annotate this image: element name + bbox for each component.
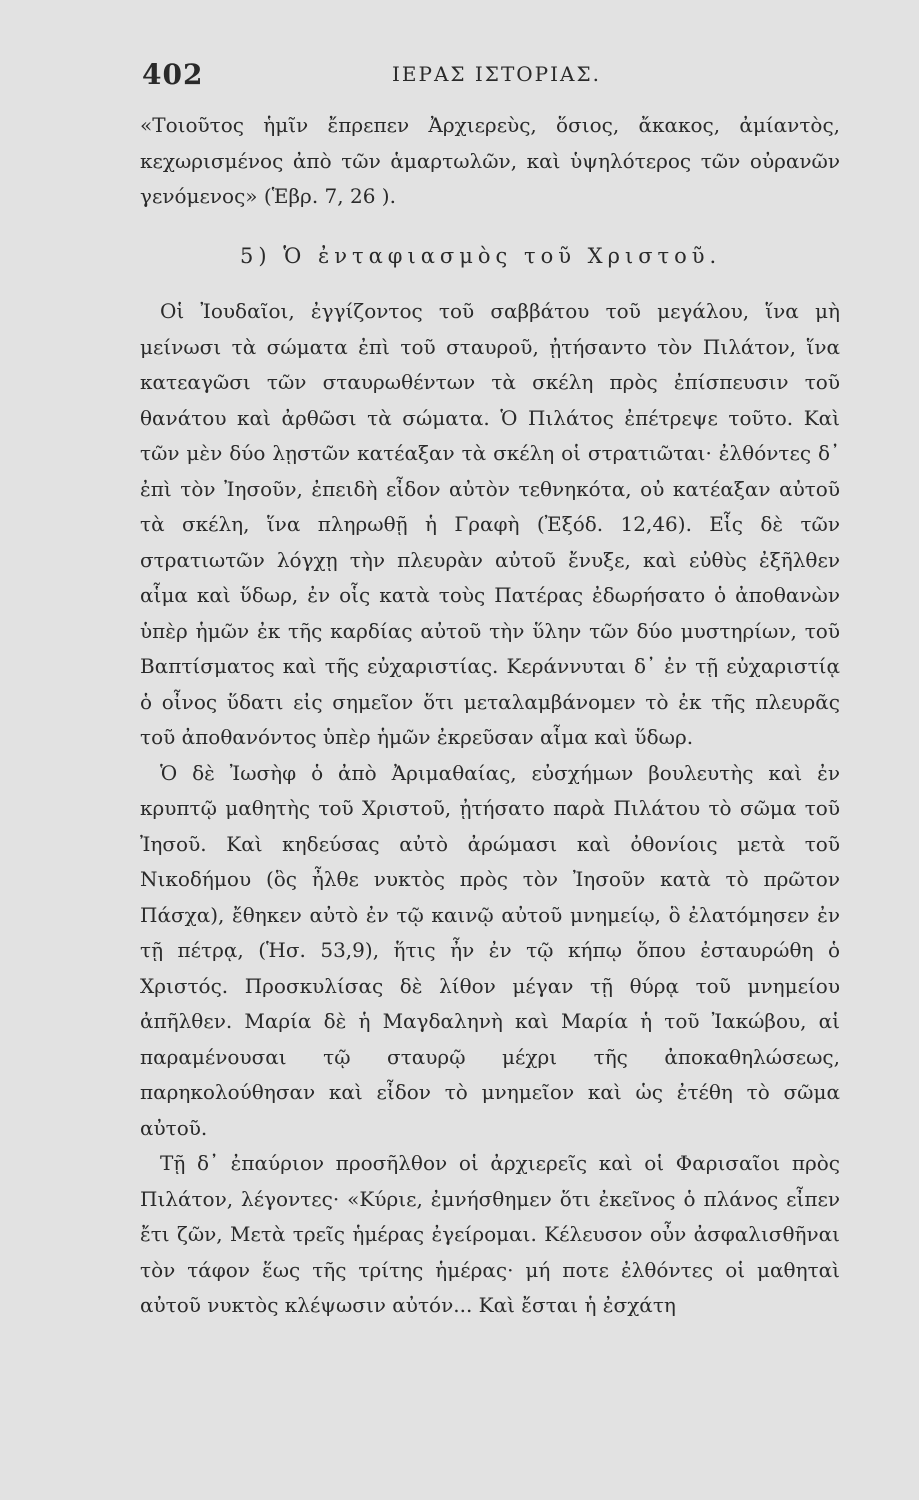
paragraph-1: Οἱ Ἰουδαῖοι, ἐγγίζοντος τοῦ σαββάτου τοῦ μεγάλου, ἵνα μὴ μείνωσι τὰ σώματα ἐπὶ τοῦ σταυροῦ, ᾐτήσαντο τὸν Πιλάτον, ἵνα κατεαγῶσι τῶν σταυρωθέντων τὰ σκέλη πρὸς ἐπίσπευσιν τοῦ θανάτου καὶ ἀρθῶσι τὰ σώματα. Ὁ Πιλάτος ἐπέτρεψε τοῦτο. Καὶ τῶν μὲν δύο λῃστῶν κατέαξαν τὰ σκέλη οἱ στρατιῶται· ἐλθόντες δ᾽ ἐπὶ τὸν Ἰησοῦν, ἐπειδὴ εἶδον αὐτὸν τεθνηκότα, οὐ κατέαξαν αὐτοῦ τὰ σκέλη, ἵνα πληρωθῇ ἡ Γραφὴ (Ἐξόδ. 12,46). Εἷς δὲ τῶν στρατιωτῶν λόγχῃ τὴν πλευρὰν αὐτοῦ ἔνυξε, καὶ εὐθὺς ἐξῆλθεν αἷμα καὶ ὕδωρ, ἐν οἷς κατὰ τοὺς Πατέρας ἐδωρήσατο ὁ ἀποθανὼν ὑπὲρ ἡμῶν ἐκ τῆς καρδίας αὐτοῦ τὴν ὕλην τῶν δύο μυστηρίων, τοῦ Βαπτίσματος καὶ τῆς εὐχαριστίας. Κεράννυται δ᾽ ἐν τῇ εὐχαριστίᾳ ὁ οἶνος ὕδατι εἰς σημεῖον ὅτι μεταλαμβάνομεν τὸ ἐκ τῆς πλευρᾶς τοῦ ἀποθανόντος ὑπὲρ ἡμῶν ἐκρεῦσαν αἷμα καὶ ὕδωρ. — [140, 299, 840, 749]
paragraph-3: Τῇ δ᾽ ἐπαύριον προσῆλθον οἱ ἀρχιερεῖς καὶ οἱ Φαρισαῖοι πρὸς Πιλάτον, λέγοντες· «Κύριε, ἐμνήσθημεν ὅτι ἐκεῖνος ὁ πλάνος εἶπεν ἔτι ζῶν, Μετὰ τρεῖς ἡμέρας ἐγείρομαι. Κέλευσον οὖν ἀσφαλισθῆναι τὸν τάφον ἕως τῆς τρίτης ἡμέρας· μή ποτε ἐλθόντες οἱ μαθηταὶ αὐτοῦ νυκτὸς κλέψωσιν αὐτόν... Καὶ ἔσται ἡ ἐσχάτη — [140, 1151, 840, 1317]
running-head: ΙΕΡΑΣ ΙΣΤΟΡΙΑΣ. — [392, 62, 601, 86]
page-number: 402 — [142, 58, 204, 91]
body-text — [140, 108, 840, 1324]
page-header — [142, 58, 842, 98]
quote-paragraph: «Τοιοῦτος ἡμῖν ἔπρεπεν Ἀρχιερεὺς, ὅσιος, ἄκακος, ἀμίαντὸς, κεχωρισμένος ἀπὸ τῶν ἁμαρτωλῶν, καὶ ὑψηλότερος τῶν οὐρανῶν γενόμενος» (Ἑβρ. 7, 26 ). — [140, 113, 840, 208]
paragraph-2: Ὁ δὲ Ἰωσὴφ ὁ ἀπὸ Ἀριμαθαίας, εὐσχήμων βουλευτὴς καὶ ἐν κρυπτῷ μαθητὴς τοῦ Χριστοῦ, ᾐτήσατο παρὰ Πιλάτου τὸ σῶμα τοῦ Ἰησοῦ. Καὶ κηδεύσας αὐτὸ ἀρώμασι καὶ ὀθονίοις μετὰ τοῦ Νικοδήμου (ὃς ἦλθε νυκτὸς πρὸς τὸν Ἰησοῦν κατὰ τὸ πρῶτον Πάσχα), ἔθηκεν αὐτὸ ἐν τῷ καινῷ αὐτοῦ μνημείῳ, ὃ ἐλατόμησεν ἐν τῇ πέτρᾳ, (Ἡσ. 53,9), ἥτις ἦν ἐν τῷ κήπῳ ὅπου ἐσταυρώθη ὁ Χριστός. Προσκυλίσας δὲ λίθον μέγαν τῇ θύρᾳ τοῦ μνημείου ἀπῆλθεν. Μαρία δὲ ἡ Μαγδαληνὴ καὶ Μαρία ἡ τοῦ Ἰακώβου, αἱ παραμένουσαι τῷ σταυρῷ μέχρι τῆς ἀποκαθηλώσεως, παρηκολούθησαν καὶ εἶδον τὸ μνημεῖον καὶ ὡς ἐτέθη τὸ σῶμα αὐτοῦ. — [140, 760, 840, 1140]
section-heading: 5) Ὁ ἐνταφιασμὸς τοῦ Χριστοῦ. — [240, 243, 722, 268]
